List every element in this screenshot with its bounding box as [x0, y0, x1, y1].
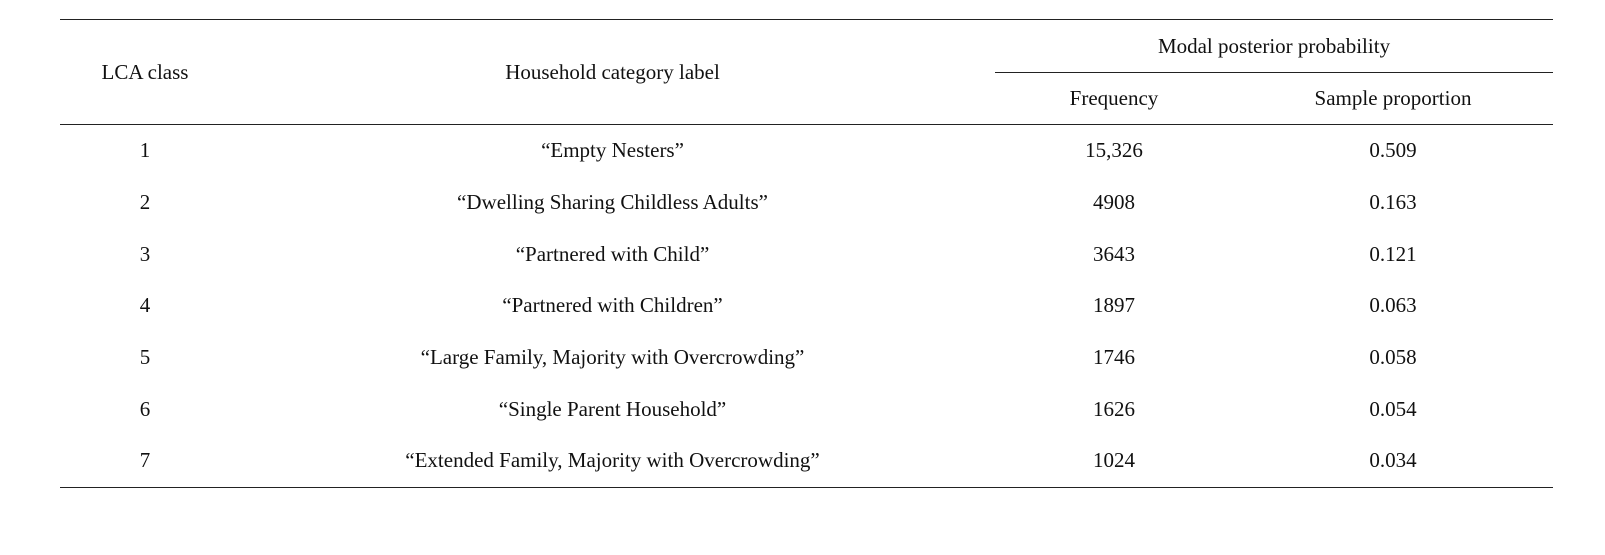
- cell-household-label: “Dwelling Sharing Childless Adults”: [457, 190, 768, 215]
- cell-lca-class: 6: [139, 396, 151, 421]
- cell-sample-proportion: 0.121: [1369, 241, 1417, 266]
- cell-lca-class: 1: [139, 138, 151, 163]
- cell-lca-class: 2: [139, 190, 151, 215]
- table-row: [60, 228, 1553, 280]
- cell-household-label: “Single Parent Household”: [498, 396, 727, 421]
- cell-sample-proportion: 0.058: [1369, 345, 1417, 370]
- cell-household-label: “Large Family, Majority with Overcrowding”: [420, 345, 805, 370]
- table-body: [60, 125, 1553, 488]
- cell-frequency: 1897: [1093, 293, 1135, 318]
- table-row: [60, 125, 1553, 177]
- household-class-table: [60, 19, 1553, 488]
- cell-sample-proportion: 0.509: [1369, 138, 1417, 163]
- cell-household-label: “Extended Family, Majority with Overcrowding”: [230, 435, 995, 487]
- table-row: [60, 280, 1553, 332]
- cell-lca-class: 7: [60, 435, 230, 487]
- table-row: [60, 383, 1553, 435]
- table-row: [60, 177, 1553, 229]
- cell-frequency: 4908: [1093, 190, 1135, 215]
- header-lca-class: LCA class: [60, 20, 230, 125]
- cell-sample-proportion: 0.054: [1369, 396, 1417, 421]
- cell-lca-class: 4: [139, 293, 151, 318]
- data-table-container: [60, 19, 1553, 488]
- cell-household-label: “Empty Nesters”: [541, 138, 684, 163]
- header-household-label: Household category label: [230, 20, 995, 125]
- cell-frequency: 1746: [1093, 345, 1135, 370]
- cell-frequency: 1024: [995, 435, 1233, 487]
- cell-sample-proportion: 0.163: [1369, 190, 1417, 215]
- table-header: [60, 20, 1553, 125]
- cell-frequency: 3643: [1093, 241, 1135, 266]
- cell-lca-class: 5: [139, 345, 151, 370]
- header-frequency: Frequency: [995, 73, 1233, 125]
- cell-household-label: “Partnered with Child”: [515, 241, 710, 266]
- cell-sample-proportion: 0.063: [1369, 293, 1417, 318]
- header-modal-posterior-probability: Modal posterior probability: [995, 20, 1553, 73]
- cell-sample-proportion: 0.034: [1233, 435, 1553, 487]
- cell-frequency: 15,326: [1085, 138, 1143, 163]
- table-row: [60, 435, 1553, 487]
- cell-frequency: 1626: [1093, 396, 1135, 421]
- table-row: [60, 332, 1553, 384]
- cell-lca-class: 3: [139, 241, 151, 266]
- cell-household-label: “Partnered with Children”: [502, 293, 723, 318]
- header-sample-proportion: Sample proportion: [1233, 73, 1553, 125]
